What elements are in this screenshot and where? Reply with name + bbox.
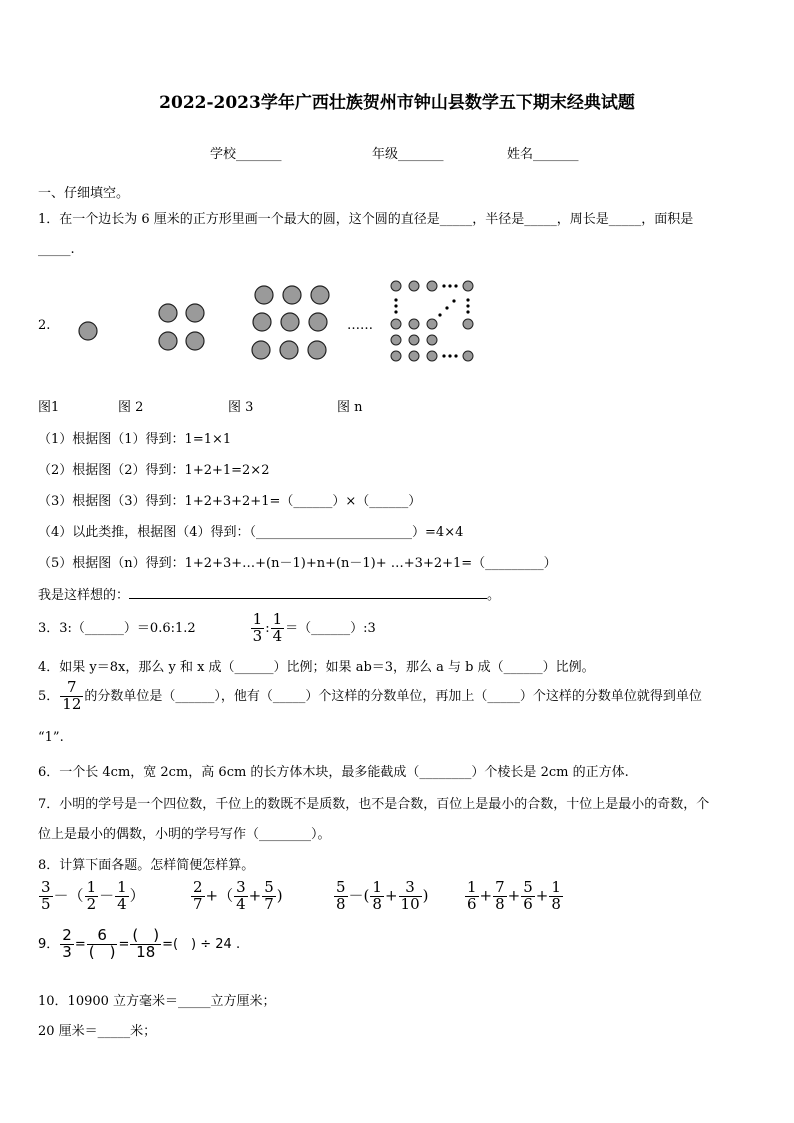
figure-2-label: 图 2 — [118, 400, 144, 415]
question-5-line-2: “1”. — [38, 730, 64, 745]
figure-1-label: 图1 — [38, 400, 60, 415]
reasoning-label: 我是这样想的： — [38, 588, 130, 603]
question-4: 4．如果 y＝8x，那么 y 和 x 成（______）比例；如果 ab＝3，那么 a 与 b 成（______）比例。 — [38, 660, 595, 675]
question-2-sub-2: （2）根据图（2）得到：1+2+1=2×2 — [38, 463, 270, 478]
question-7-line-2: 位上是最小的偶数，小明的学号写作（________）。 — [38, 827, 331, 842]
question-8-label: 8．计算下面各题。怎样简便怎样算。 — [38, 858, 255, 873]
fraction-1-3: $\frac{1}{3}$ — [252, 610, 263, 645]
expression-1: $\frac{3}{5}$ －（ $\frac{1}{2}$ － $\frac{1}{4}$ ） — [41, 878, 145, 913]
question-1-line-1: 1．在一个边长为 6 厘米的正方形里画一个最大的圆，这个圆的直径是_____，半径是_____，周长是_____，面积是 — [38, 212, 694, 227]
figure-3-label: 图 3 — [228, 400, 254, 415]
question-2-number: 2. — [38, 318, 51, 333]
reasoning-end: 。 — [487, 588, 501, 603]
fraction-7-12: $\frac{7}{12}$ — [62, 678, 82, 713]
reasoning-line — [38, 584, 500, 603]
dot-pattern-figures — [0, 0, 794, 400]
question-6: 6．一个长 4cm，宽 2cm，高 6cm 的长方体木块，最多能截成（________）个棱长是 2cm 的正方体. — [38, 765, 629, 780]
page-title: 2022-2023学年广西壮族贺州市钟山县数学五下期末经典试题 — [159, 93, 635, 113]
expression-3: $\frac{5}{8}$ －( $\frac{1}{8}$ + $\frac{3}{10}$ ) — [336, 878, 429, 913]
question-10-line-2: 20 厘米＝_____米； — [38, 1024, 157, 1039]
figure-1-dot — [79, 322, 97, 340]
question-5-text: 的分数单位是（______），他有（_____）个这样的分数单位，再加上（_____）个这样的分数单位就得到单位 — [84, 688, 702, 704]
question-9-tail: ( ) ÷ 24 . — [172, 936, 241, 952]
question-7-line-1: 7．小明的学号是一个四位数，千位上的数既不是质数，也不是合数，百位上是最小的合数，十位上是最小的奇数，个 — [38, 797, 710, 812]
question-2-sub-3: （3）根据图（3）得到：1+2+3+2+1=（______）×（______） — [38, 494, 422, 509]
expression-2: $\frac{2}{7}$ +（ $\frac{3}{4}$ + $\frac{5}{7}$ ) — [193, 878, 283, 913]
question-9: 9． $\frac{2}{3}$ = $\frac{6}{( )}$ = $\frac{( )}{18}$ =( ) ÷ 24 . — [38, 926, 241, 961]
expression-4: $\frac{1}{6}$ + $\frac{7}{8}$ + $\frac{5}{6}$ + $\frac{1}{8}$ — [467, 878, 561, 913]
fraction-1-4: $\frac{1}{4}$ — [272, 610, 283, 645]
figure-ellipsis: …… — [347, 318, 373, 333]
question-2-sub-4: （4）以此类推，根据图（4）得到：（________________________）=4×4 — [38, 525, 464, 540]
grade-field: 年级_______ — [372, 147, 444, 162]
section-heading: 一、仔细填空。 — [38, 186, 130, 201]
question-5-number: 5． — [38, 688, 60, 704]
question-1-line-2: _____. — [38, 242, 75, 257]
question-3: 3．3:（______）＝0.6:1.2 $\frac{1}{3}$ : $\frac{1}{4}$ ＝（______）:3 — [38, 610, 376, 645]
question-9-number: 9． — [38, 936, 60, 952]
school-field: 学校_______ — [210, 147, 282, 162]
question-3-part-a: 3．3:（______）＝0.6:1.2 — [38, 620, 196, 636]
question-10-line-1: 10．10900 立方毫米＝_____立方厘米； — [38, 994, 276, 1009]
question-2-sub-5: （5）根据图（n）得到：1+2+3+…+(n－1)+n+(n－1)+ …+3+2+1=（_________） — [38, 556, 557, 571]
question-3-part-b: ＝（______）:3 — [285, 620, 376, 636]
figure-n-label: 图 n — [337, 400, 363, 415]
question-5 — [38, 680, 702, 713]
reasoning-blank — [129, 598, 487, 599]
question-2-sub-1: （1）根据图（1）得到：1=1×1 — [38, 432, 232, 447]
name-field: 姓名_______ — [507, 147, 579, 162]
